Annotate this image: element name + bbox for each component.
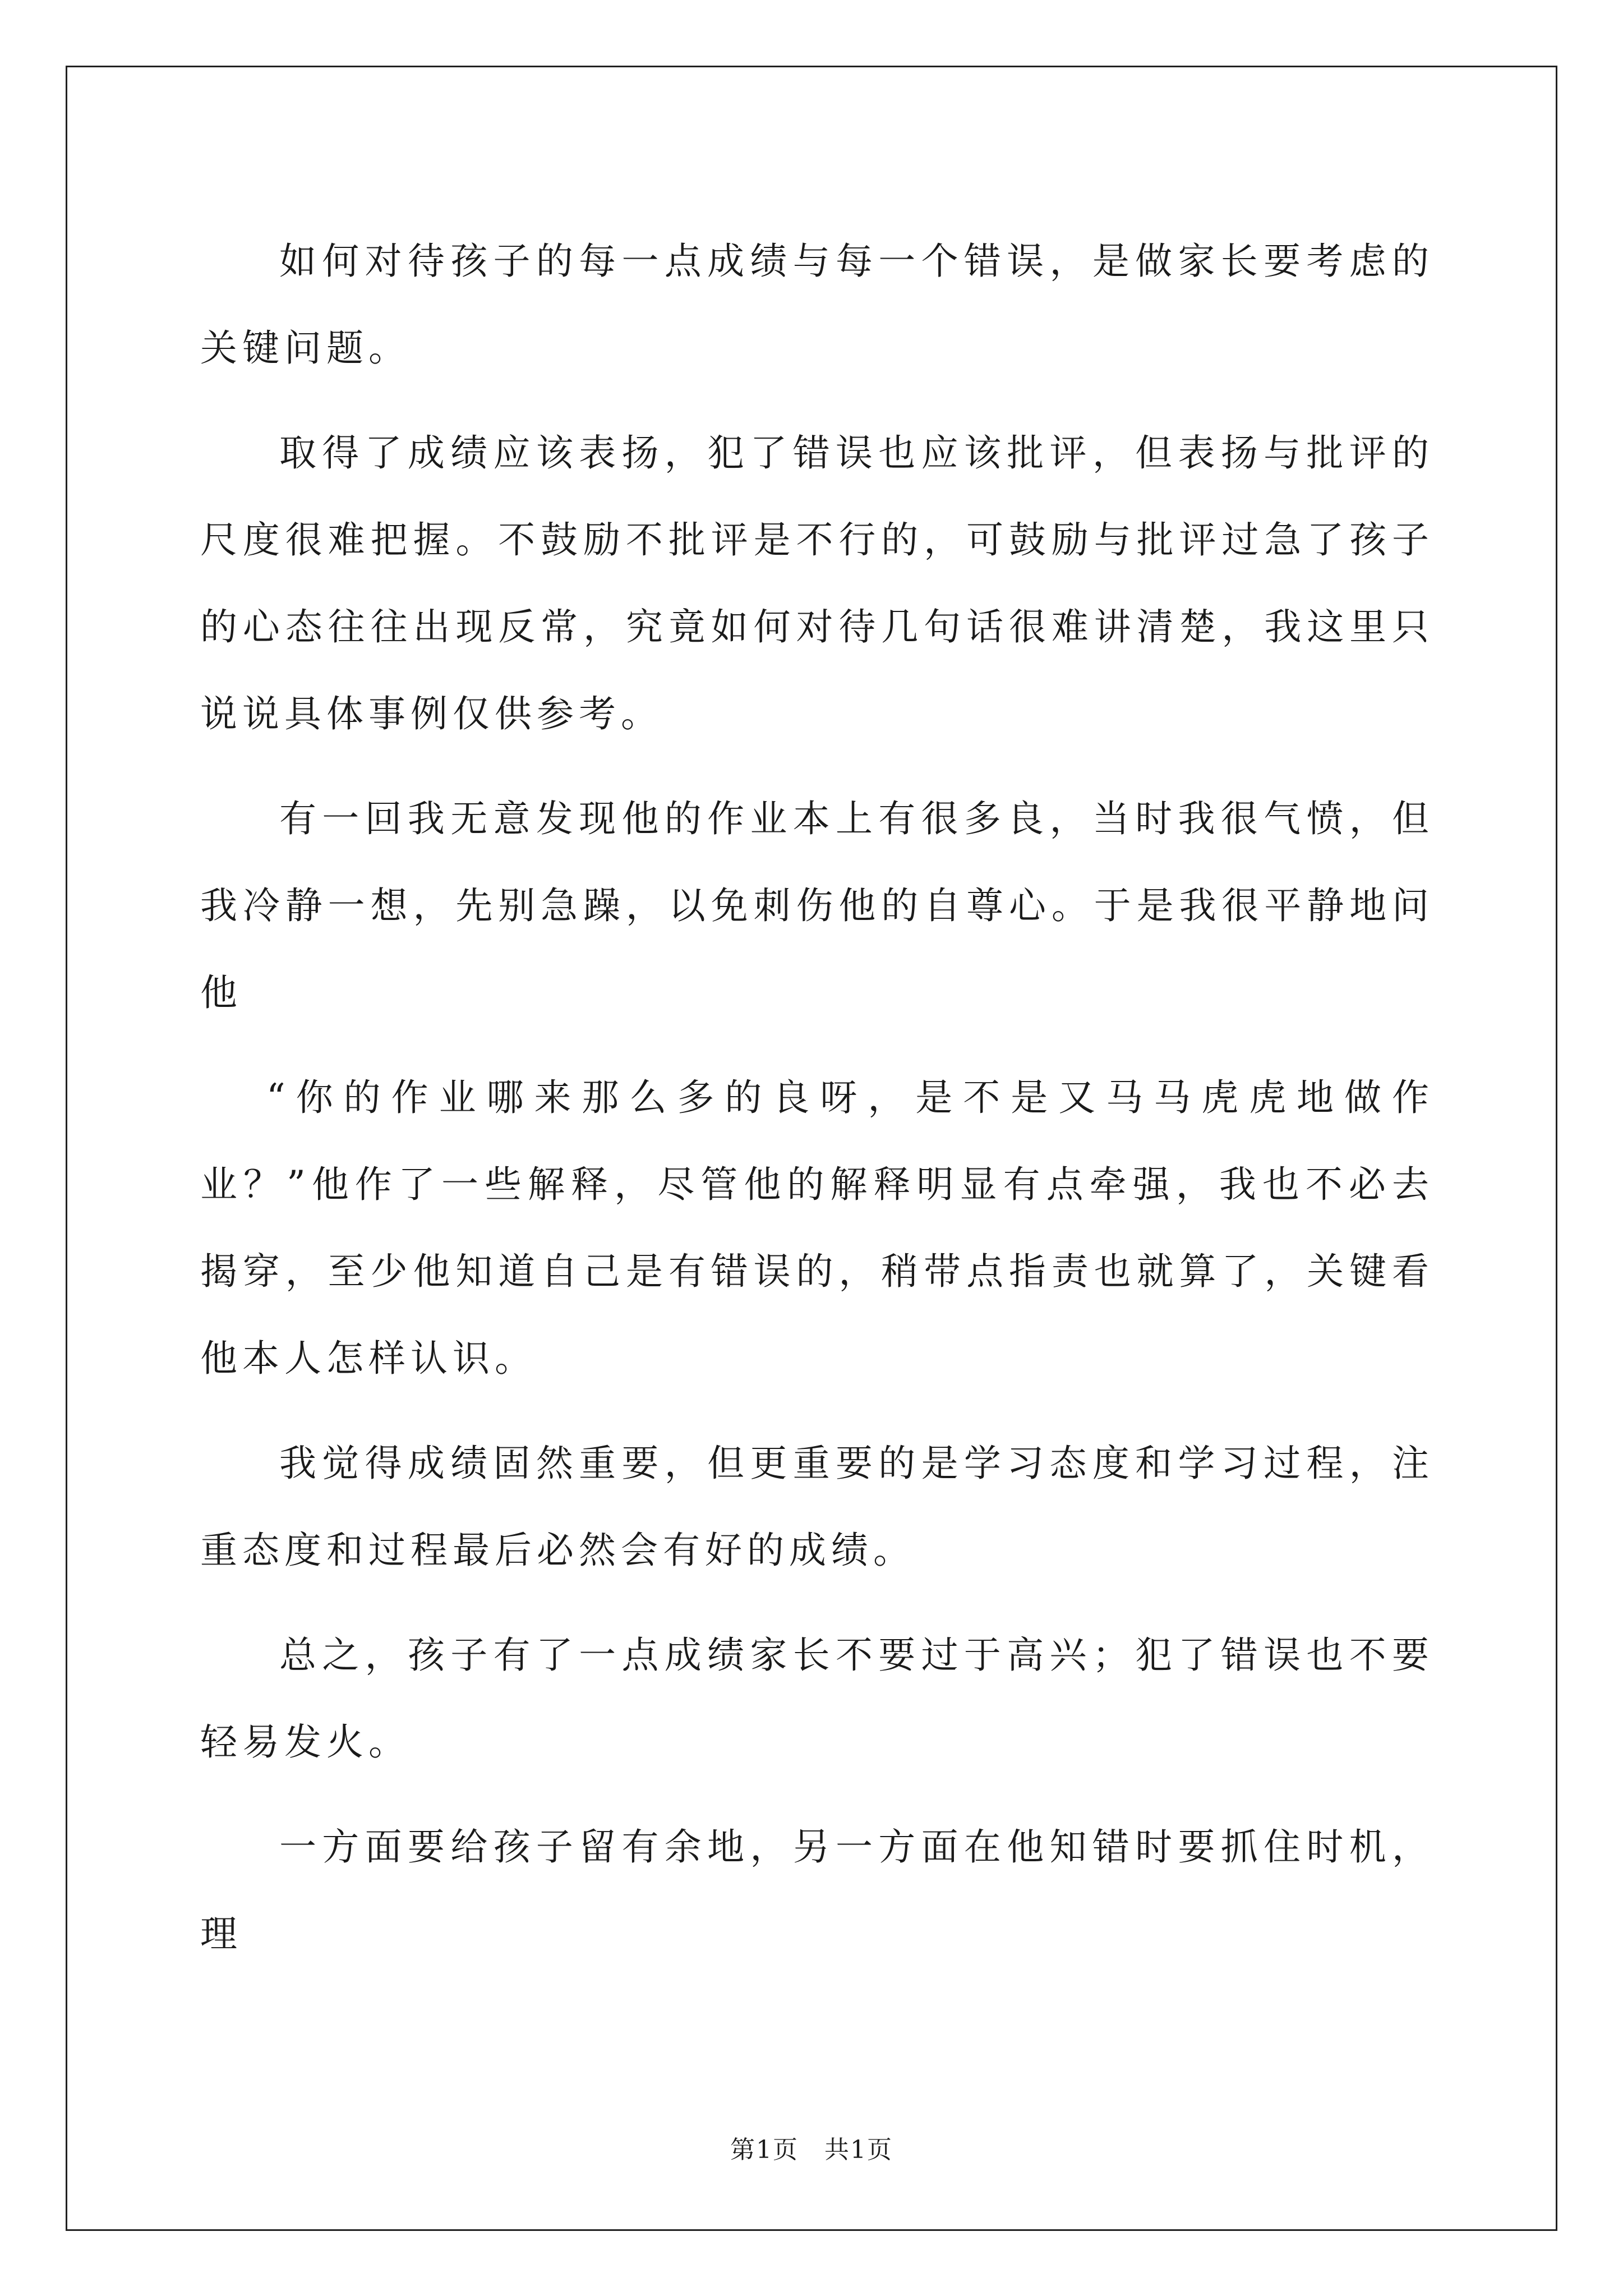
- paragraph-2: 取得了成绩应该表扬，犯了错误也应该批评，但表扬与批评的尺度很难把握。不鼓励不批评是不行的，可鼓励与批评过急了孩子的心态往往出现反常，究竟如何对待几句话很难讲清楚，我这里只说说具体事例仅供参考。: [200, 431, 1434, 735]
- paragraph-5: 我觉得成绩固然重要，但更重要的是学习态度和学习过程，注重态度和过程最后必然会有好的成绩。: [200, 1442, 1434, 1572]
- page-number: 第1页: [730, 2136, 799, 2164]
- paragraph-1: 如何对待孩子的每一点成绩与每一个错误，是做家长要考虑的关键问题。: [200, 240, 1434, 370]
- paragraph-4: “你的作业哪来那么多的良呀，是不是又马马虎虎地做作业？”他作了一些解释，尽管他的解释明显有点牵强，我也不必去揭穿，至少他知道自己是有错误的，稍带点指责也就算了，关键看他本人怎样认识。: [200, 1076, 1434, 1380]
- paragraph-3: 有一回我无意发现他的作业本上有很多良，当时我很气愤，但我冷静一想，先别急躁，以免刺伤他的自尊心。于是我很平静地问他: [200, 797, 1434, 1014]
- paragraph-6: 总之，孩子有了一点成绩家长不要过于高兴；犯了错误也不要轻易发火。: [200, 1634, 1434, 1764]
- page-footer: [0, 2129, 1623, 2165]
- paragraph-7: 一方面要给孩子留有余地，另一方面在他知错时要抓住时机，理: [200, 1825, 1434, 1955]
- page-total: 共1页: [824, 2136, 893, 2164]
- document-body: [200, 218, 1434, 1977]
